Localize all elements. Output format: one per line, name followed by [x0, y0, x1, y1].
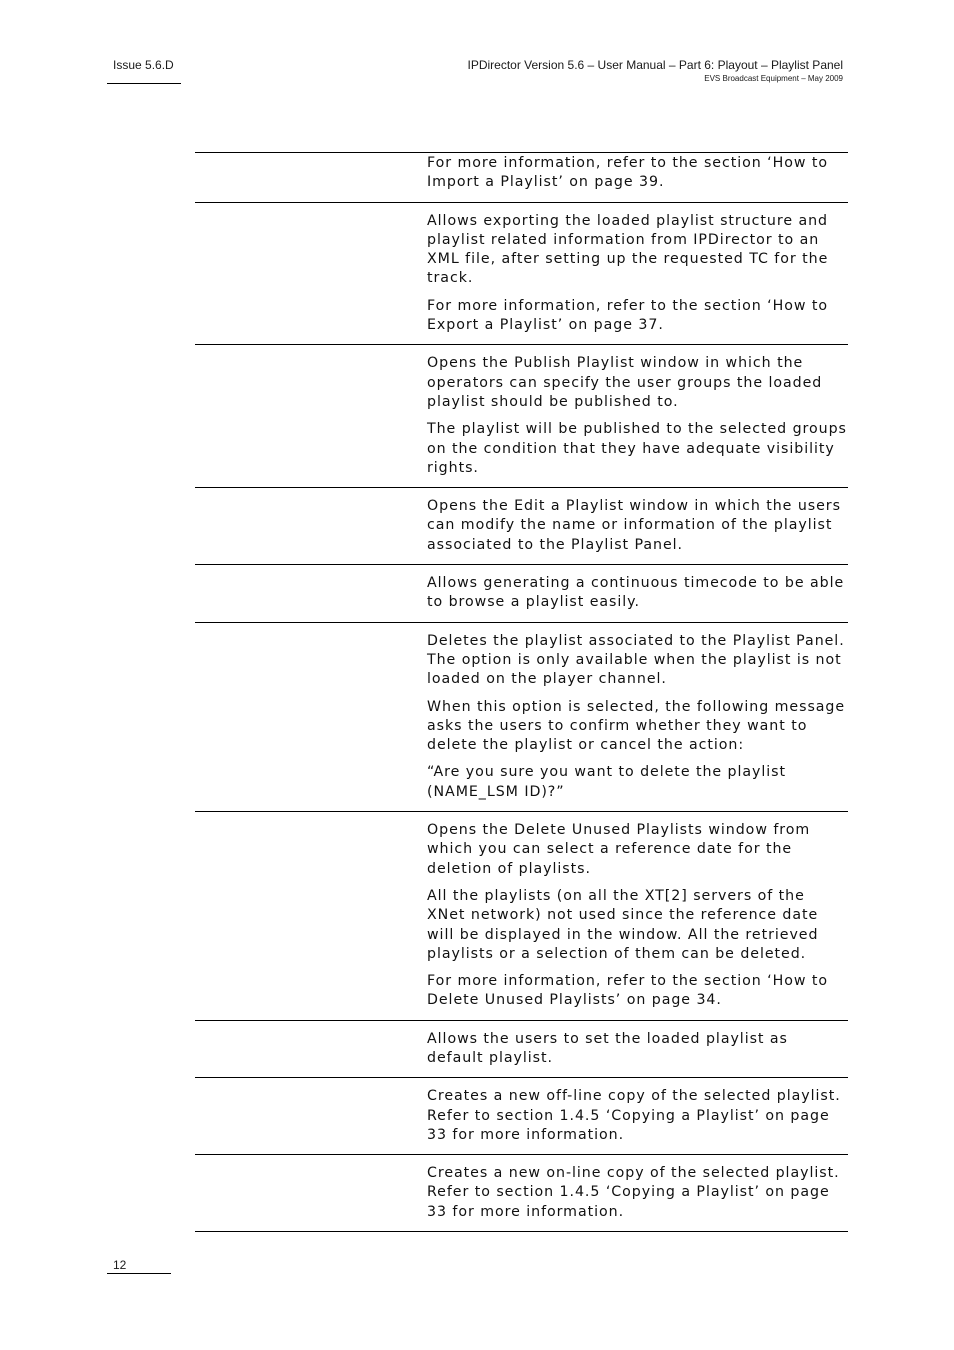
- table-row-delete: [195, 623, 848, 812]
- table-row-timecode: [195, 565, 848, 623]
- table-row-offline-copy: [195, 1078, 848, 1155]
- page-number: 12: [113, 1258, 127, 1272]
- table-row-online-copy: [195, 1155, 848, 1232]
- cell-paragraph: Opens the Delete Unused Playlists window from which you can select a reference date for the deletion of playlists.: [427, 822, 811, 877]
- cell-paragraph: Allows the users to set the loaded playlist as default playlist.: [427, 1030, 788, 1066]
- cell-paragraph: For more information, refer to the section ‘How to Delete Unused Playlists’ on page 34.: [427, 973, 829, 1009]
- cell-paragraph: Creates a new off-line copy of the selected playlist. Refer to section 1.4.5 ‘Copying a Playlist’ on page 33 for more information.: [427, 1088, 841, 1143]
- header-subtitle: EVS Broadcast Equipment – May 2009: [704, 74, 843, 83]
- cell-paragraph: Creates a new on-line copy of the selected playlist. Refer to section 1.4.5 ‘Copying a Playlist’ on page 33 for more information.: [427, 1165, 840, 1220]
- table-row-edit: [195, 488, 848, 565]
- cell-paragraph: Allows exporting the loaded playlist structure and playlist related information from IPDirector to an XML file, after setting up the requested TC for the track.: [427, 212, 829, 287]
- cell-paragraph: For more information, refer to the section ‘How to Export a Playlist’ on page 37.: [427, 297, 829, 334]
- cell-paragraph: For more information, refer to the section ‘How to Import a Playlist’ on page 39.: [427, 155, 829, 191]
- footer-rule: [107, 1273, 171, 1274]
- cell-paragraph: “Are you sure you want to delete the playlist (NAME_LSM ID)?”: [427, 764, 787, 800]
- cell-paragraph: Opens the Edit a Playlist window in which the users can modify the name or information of the playlist associated to the Playlist Panel.: [427, 498, 841, 553]
- description-table: [195, 152, 848, 1232]
- cell-paragraph: Allows generating a continuous timecode to be able to browse a playlist easily.: [427, 575, 845, 611]
- header-issue: Issue 5.6.D: [113, 58, 174, 72]
- cell-paragraph: When this option is selected, the following message asks the users to confirm whether they want to delete the playlist or cancel the action:: [427, 698, 846, 754]
- header-issue-rule: [107, 83, 181, 84]
- table-row-export: [195, 203, 848, 346]
- cell-paragraph: The playlist will be published to the selected groups on the condition that they have adequate visibility rights.: [427, 421, 847, 476]
- cell-paragraph: Deletes the playlist associated to the Playlist Panel. The option is only available when the playlist is not loaded on the player channel.: [427, 632, 845, 688]
- table-row-delete-unused: [195, 812, 848, 1021]
- table-row-set-default: [195, 1021, 848, 1079]
- table-row-import-info: [195, 153, 848, 203]
- header-title: IPDirector Version 5.6 – User Manual – Part 6: Playout – Playlist Panel: [467, 58, 843, 72]
- table-row-publish: [195, 345, 848, 488]
- cell-paragraph: All the playlists (on all the XT[2] servers of the XNet network) not used since the reference date will be displayed in the window. All the retrieved playlists or a selection of them can be deleted.: [427, 887, 819, 962]
- cell-paragraph: Opens the Publish Playlist window in which the operators can specify the user groups the loaded playlist should be published to.: [427, 355, 823, 410]
